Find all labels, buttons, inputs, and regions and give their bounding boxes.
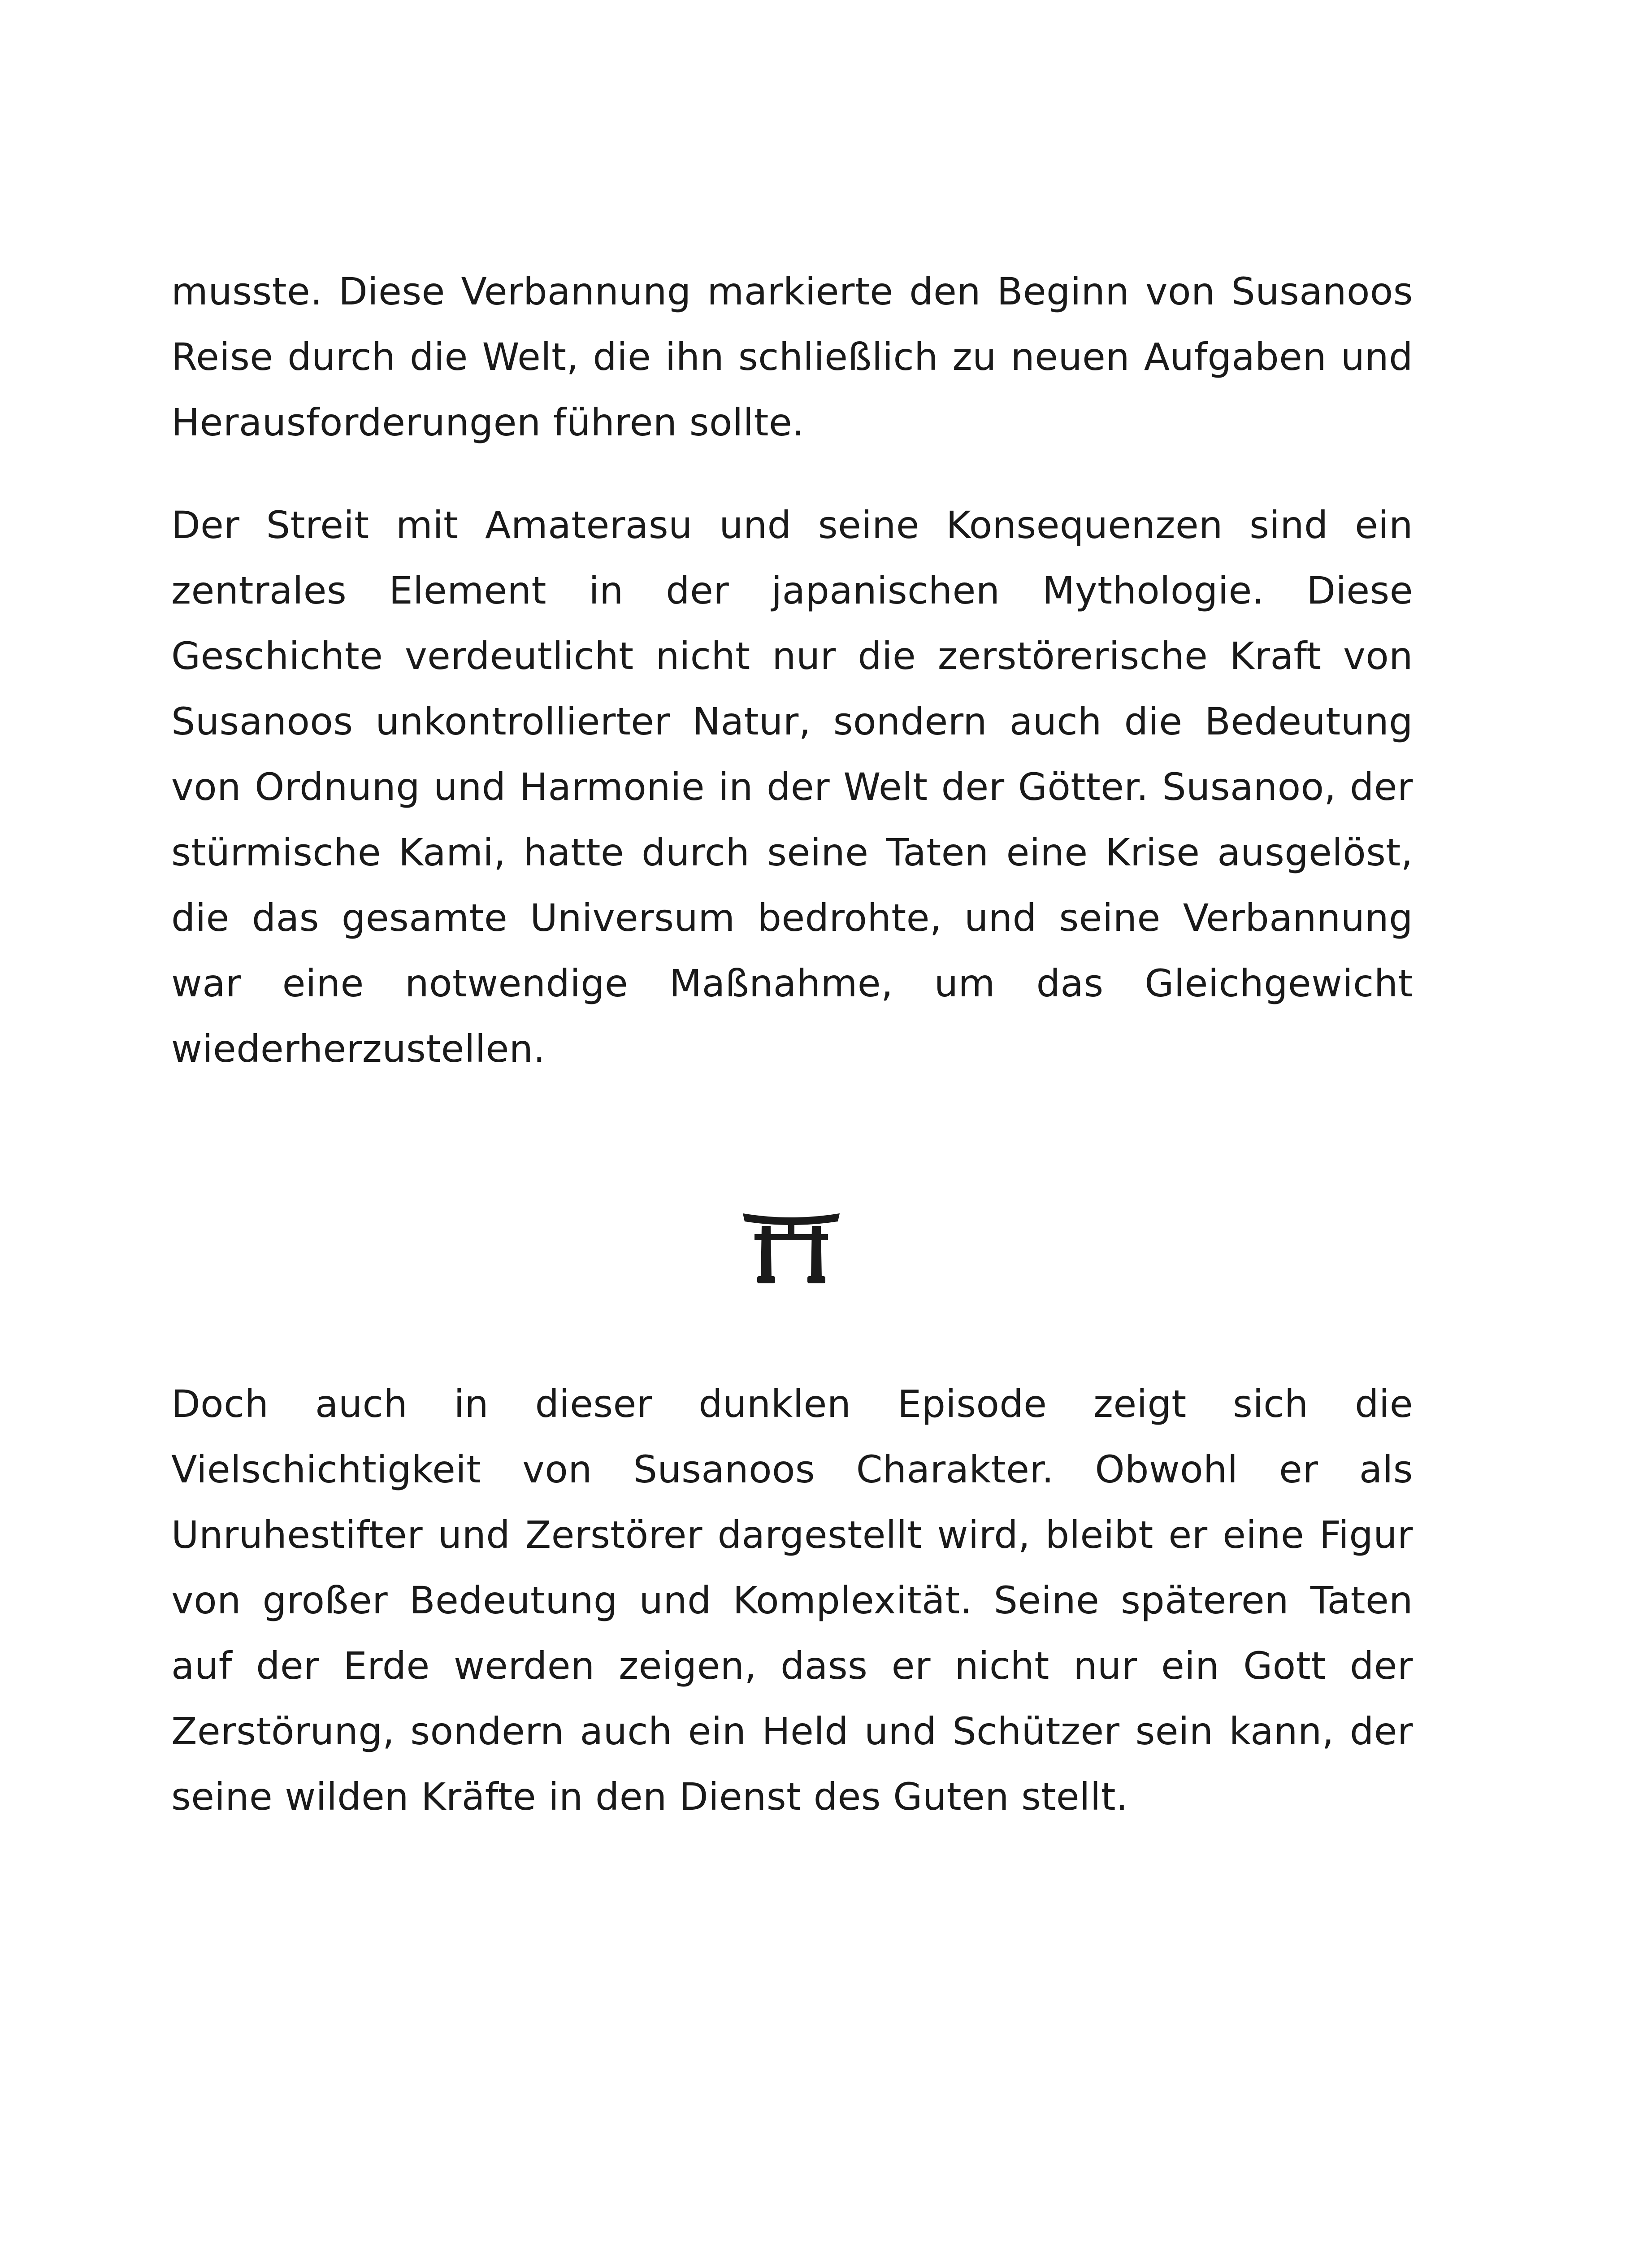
paragraph-1: musste. Diese Verbannung markierte den Beginn von Susanoos Reise durch die Welt, die ihn schließlich zu neuen Aufgaben und Herausforderungen führen sollte. bbox=[171, 269, 1413, 444]
paragraph-3: Doch auch in dieser dunklen Episode zeigt sich die Vielschichtigkeit von Susanoos Charakter. Obwohl er als Unruhestifter und Zerstörer dargestellt wird, bleibt er eine Figur von großer Bedeutung und Komplexität. Seine späteren Taten auf der Erde werden zeigen, dass er nicht nur ein Gott der Zerstörung, sondern auch ein Held und Schützer sein kann, der seine wilden Kräfte in den Dienst des Guten stellt. bbox=[171, 1382, 1413, 1819]
paragraph-2: Der Streit mit Amaterasu und seine Konsequenzen sind ein zentrales Element in der japanischen Mythologie. Diese Geschichte verdeutlicht nicht nur die zerstörerische Kraft von Susanoos unkontrollierter Natur, sondern auch die Bedeutung von Ordnung und Harmonie in der Welt der Götter. Susanoo, der stürmische Kami, hatte durch seine Taten eine Krise ausgelöst, die das gesamte Universum bedrohte, und seine Verbannung war eine notwendige Maßnahme, um das Gleichgewicht wiederherzustellen. bbox=[171, 503, 1413, 1071]
torii-gate-icon bbox=[742, 1206, 841, 1287]
